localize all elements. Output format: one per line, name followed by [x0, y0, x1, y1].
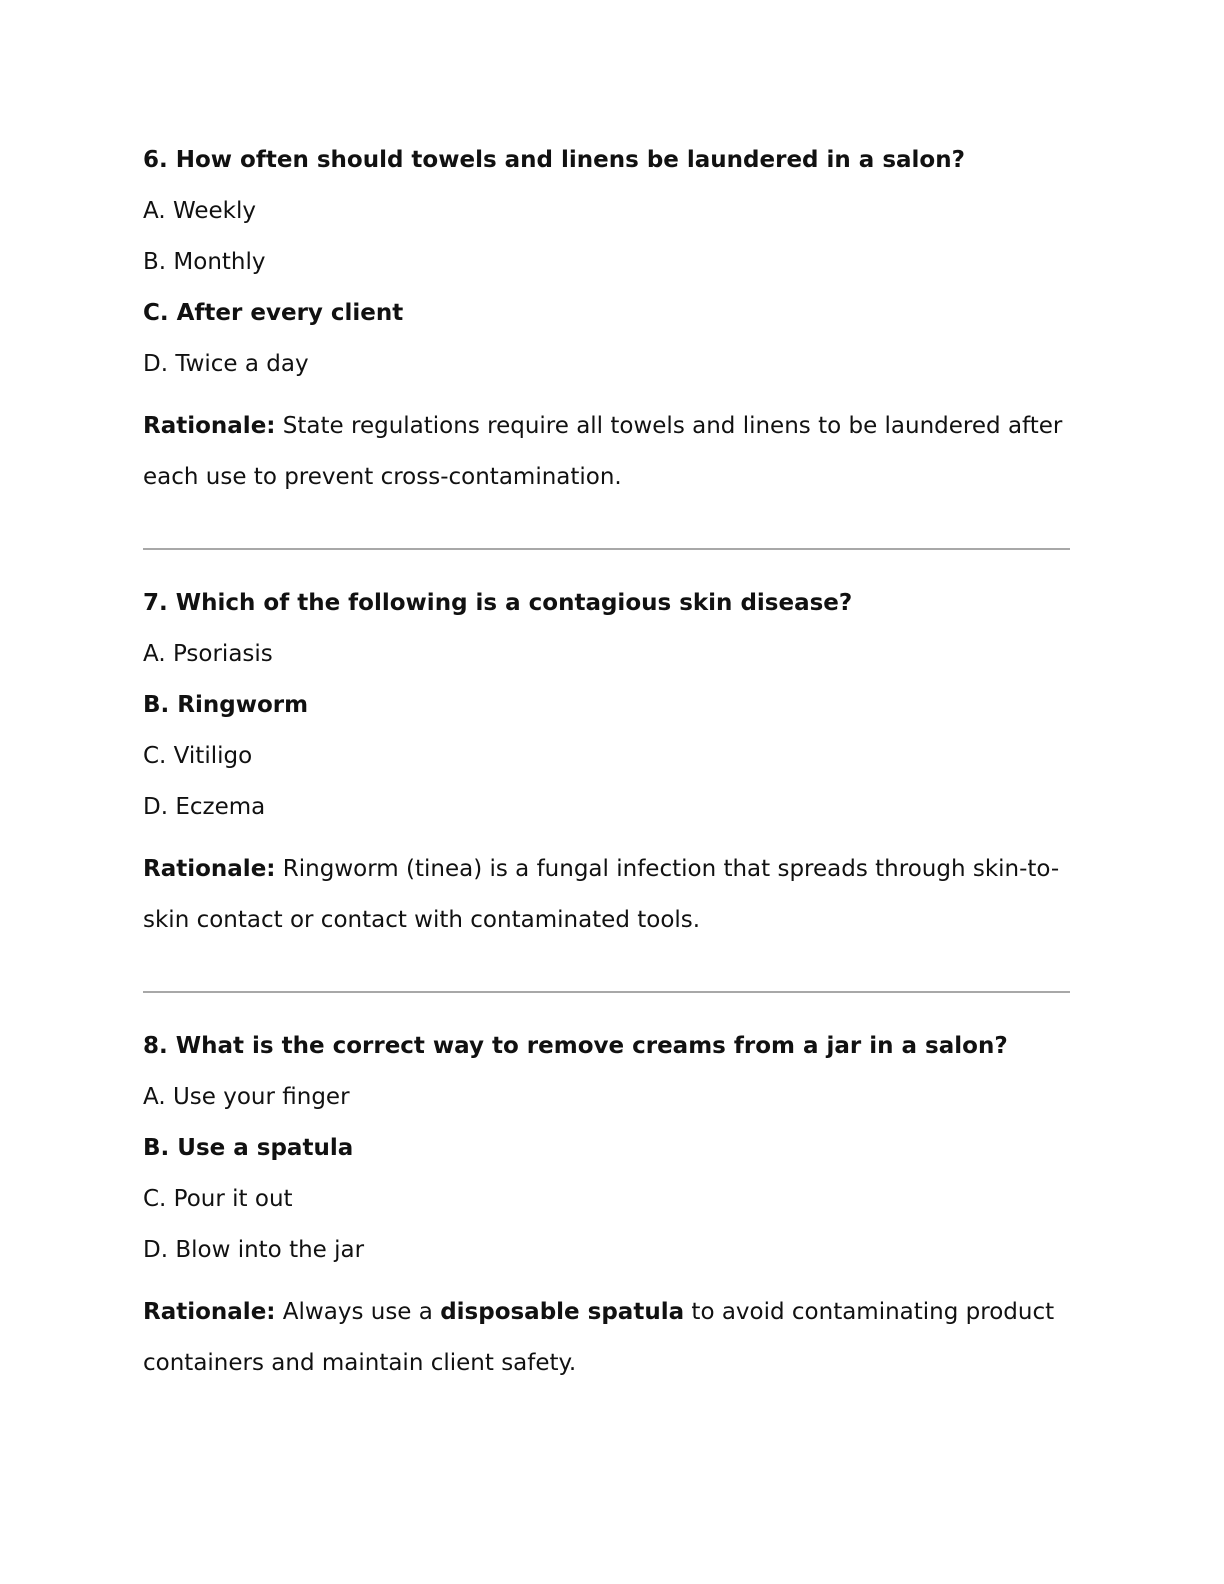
option-c: C. Pour it out: [143, 1186, 293, 1212]
rationale-text: Ringworm (tinea) is a fungal infection that spreads through skin-to-skin contact or contact with contaminated tools.: [143, 856, 1060, 933]
rationale-emphasis: disposable spatula: [440, 1299, 685, 1325]
option-a: A. Psoriasis: [143, 641, 273, 667]
option-b: B. Monthly: [143, 249, 266, 275]
options-list: [143, 1066, 1070, 1276]
question-block-8: [143, 1026, 1070, 1389]
rationale: [143, 1287, 1070, 1389]
option-c-correct: C. After every client: [143, 300, 404, 326]
question-text: 7. Which of the following is a contagious skin disease?: [143, 590, 853, 616]
question-block-6: [143, 140, 1070, 503]
option-d: D. Twice a day: [143, 351, 309, 377]
rationale-label: Rationale:: [143, 413, 276, 439]
option-a: A. Use your finger: [143, 1084, 350, 1110]
option-b-correct: B. Ringworm: [143, 692, 309, 718]
divider: [143, 991, 1070, 993]
option-d: D. Blow into the jar: [143, 1237, 365, 1263]
option-b-correct: B. Use a spatula: [143, 1135, 354, 1161]
divider: [143, 548, 1070, 550]
question-text: 8. What is the correct way to remove creams from a jar in a salon?: [143, 1033, 1008, 1059]
rationale-text: State regulations require all towels and linens to be laundered after each use to prevent cross-contamination.: [143, 413, 1063, 490]
options-list: [143, 180, 1070, 390]
question-text: 6. How often should towels and linens be laundered in a salon?: [143, 147, 965, 173]
rationale-label: Rationale:: [143, 856, 276, 882]
quiz-page: [143, 140, 1070, 1389]
option-a: A. Weekly: [143, 198, 256, 224]
rationale-label: Rationale:: [143, 1299, 276, 1325]
rationale: [143, 844, 1070, 946]
option-d: D. Eczema: [143, 794, 266, 820]
options-list: [143, 623, 1070, 833]
question-block-7: [143, 583, 1070, 946]
option-c: C. Vitiligo: [143, 743, 253, 769]
rationale: [143, 401, 1070, 503]
rationale-post: to avoid contaminating product containers and maintain client safety.: [143, 1299, 1055, 1376]
rationale-pre: Always use a: [275, 1299, 441, 1325]
